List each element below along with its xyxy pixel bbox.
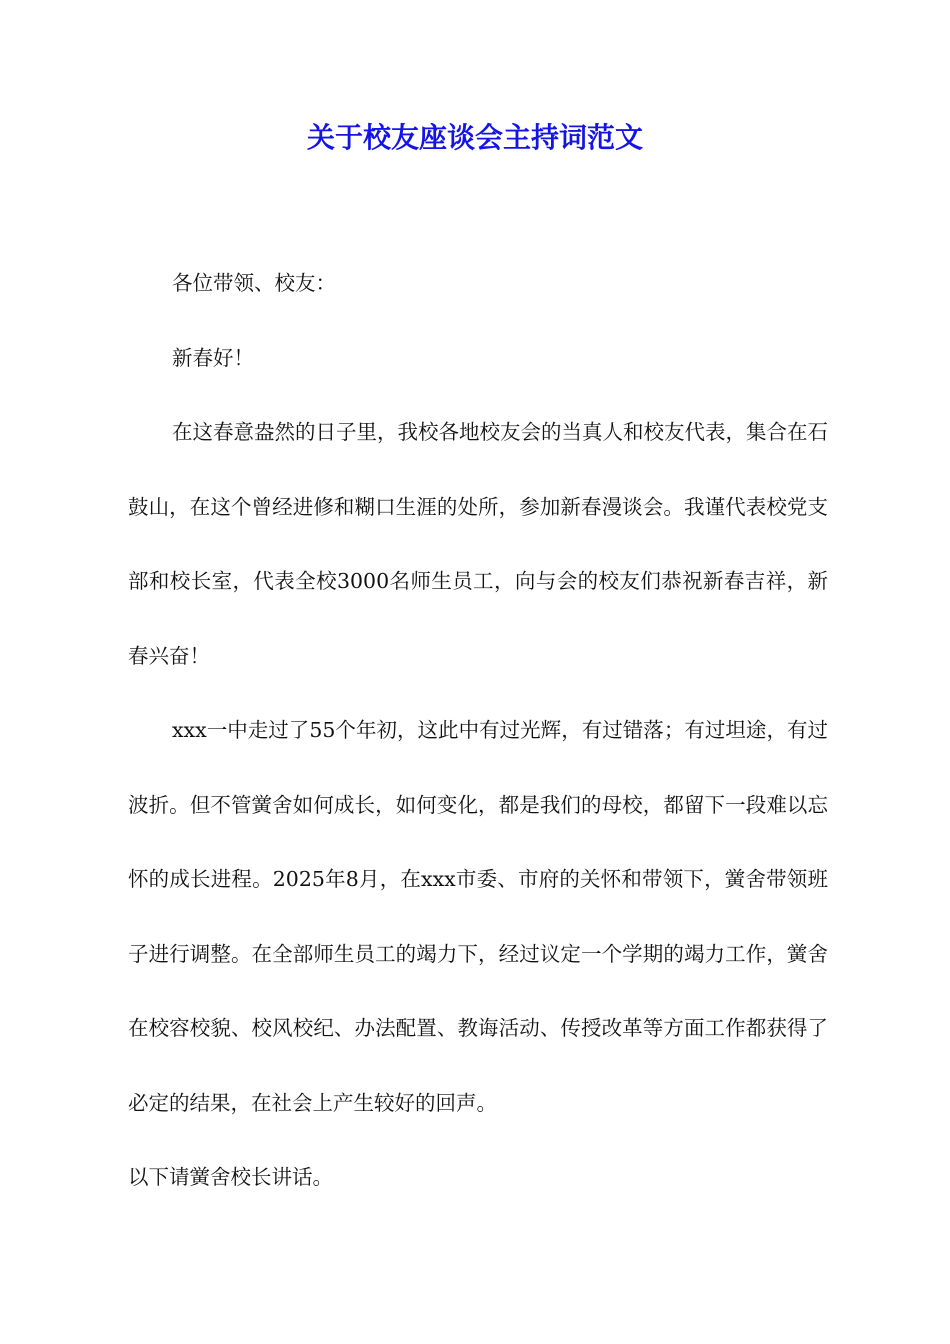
- body-paragraph: xxx一中走过了55个年初，这此中有过光辉，有过错落；有过坦途，有过波折。但不管黉舍如何成长，如何变化，都是我们的母校，都留下一段难以忘怀的成长进程。2025年8月，在xxx市委、市府的关怀和带领下，黉舍带领班子进行调整。在全部师生员工的竭力下，经过议定一个学期的竭力工作，黉舍在校容校貌、校风校纪、办法配置、教诲活动、传授改革等方面工作都获得了必定的结果，在社会上产生较好的回声。: [128, 718, 828, 1115]
- salutation-paragraph: 各位带领、校友：: [172, 271, 336, 295]
- greeting-paragraph: 新春好！: [172, 345, 254, 370]
- document-title: 关于校友座谈会主持词范文: [306, 121, 643, 154]
- body-paragraph: 在这春意盎然的日子里，我校各地校友会的当真人和校友代表，集合在石鼓山，在这个曾经进修和糊口生涯的处所，参加新春漫谈会。我谨代表校党支部和校长室，代表全校3000名师生员工，向与会的校友们恭祝新春吉祥，新春兴奋！: [128, 420, 828, 668]
- document-body: [128, 246, 828, 1215]
- closing-paragraph: 以下请黉舍校长讲话。: [128, 1165, 333, 1189]
